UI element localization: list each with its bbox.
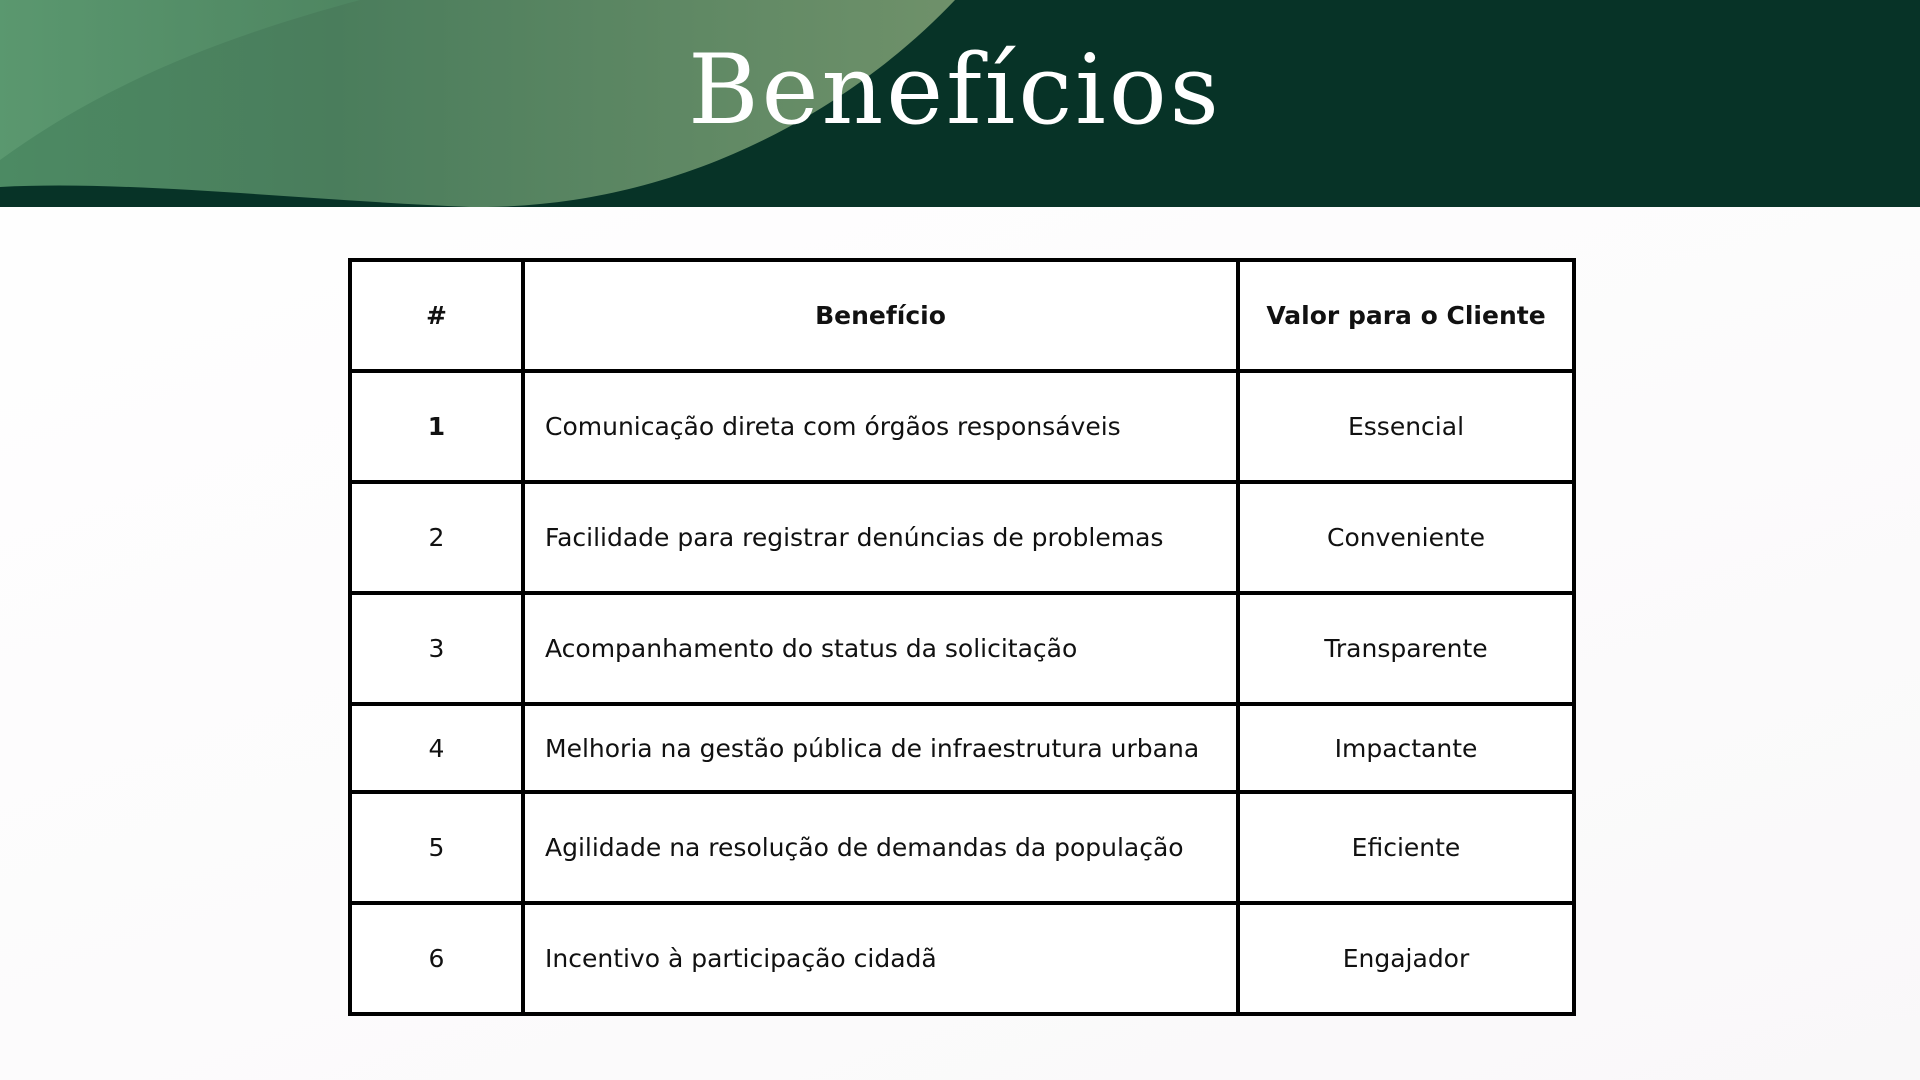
row-number: 1 [350, 371, 523, 482]
slide-title: Benefícios [688, 34, 1222, 146]
row-benefit: Comunicação direta com órgãos responsáveis [523, 371, 1238, 482]
row-value: Essencial [1238, 371, 1574, 482]
header-banner [0, 0, 1920, 207]
table-header-row [350, 260, 1574, 371]
benefits-table-container [348, 258, 1572, 1016]
row-value: Transparente [1238, 593, 1574, 704]
row-benefit: Incentivo à participação cidadã [523, 903, 1238, 1014]
table-row [350, 371, 1574, 482]
table-row [350, 704, 1574, 792]
table-row [350, 593, 1574, 704]
table-row [350, 903, 1574, 1014]
table-row [350, 482, 1574, 593]
row-value: Conveniente [1238, 482, 1574, 593]
header-number: # [350, 260, 523, 371]
row-value: Eficiente [1238, 792, 1574, 903]
row-number: 2 [350, 482, 523, 593]
row-benefit: Agilidade na resolução de demandas da população [523, 792, 1238, 903]
row-number: 4 [350, 704, 523, 792]
row-benefit: Acompanhamento do status da solicitação [523, 593, 1238, 704]
header-value: Valor para o Cliente [1238, 260, 1574, 371]
row-value: Impactante [1238, 704, 1574, 792]
row-number: 5 [350, 792, 523, 903]
row-number: 6 [350, 903, 523, 1014]
table-row [350, 792, 1574, 903]
header-benefit: Benefício [523, 260, 1238, 371]
row-benefit: Facilidade para registrar denúncias de problemas [523, 482, 1238, 593]
row-benefit: Melhoria na gestão pública de infraestrutura urbana [523, 704, 1238, 792]
row-value: Engajador [1238, 903, 1574, 1014]
benefits-table [348, 258, 1576, 1016]
row-number: 3 [350, 593, 523, 704]
